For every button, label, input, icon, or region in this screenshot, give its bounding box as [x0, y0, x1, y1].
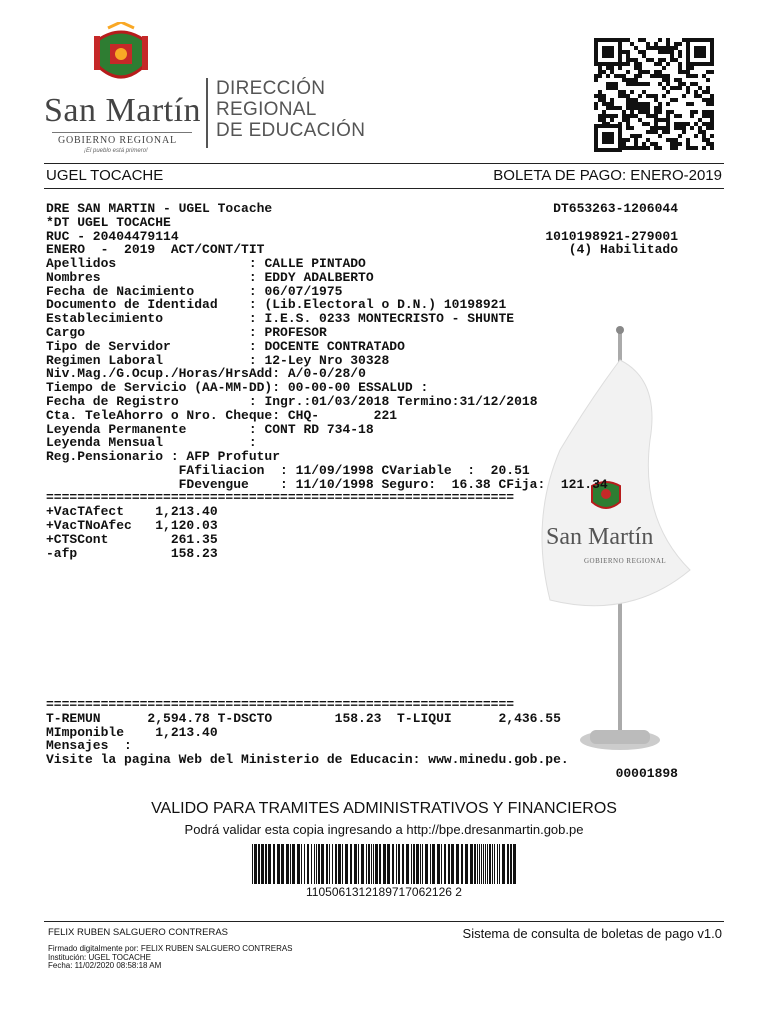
field-label: Fecha de Nacimiento: [46, 283, 249, 299]
flag-brand-name: San Martín: [546, 524, 654, 550]
field-row: [46, 326, 538, 340]
field-row: [46, 298, 538, 312]
slip-line: DRE SAN MARTIN - UGEL Tocache: [46, 201, 273, 216]
boleta-label: BOLETA DE PAGO: ENERO-2019: [493, 167, 722, 184]
brand-name: San Martín: [44, 92, 202, 129]
field-row: [46, 395, 538, 409]
field-row: [46, 354, 538, 368]
ugel-label: UGEL TOCACHE: [46, 167, 164, 184]
field-row: [46, 271, 538, 285]
footer-divider: [44, 921, 724, 922]
field-row: [46, 257, 538, 271]
field-value: : CHQ- 221: [272, 407, 398, 423]
field-value: : DOCENTE CONTRATADO: [248, 338, 405, 354]
field-label: Cargo: [46, 324, 249, 340]
direction-line: DE EDUCACIÓN: [216, 120, 366, 141]
field-row: [46, 367, 538, 381]
slip-line: RUC - 20404479114: [46, 228, 179, 244]
field-label: Leyenda Mensual: [46, 435, 249, 451]
field-value: : 12-Ley Nro 30328: [248, 352, 390, 368]
field-label: Tipo de Servidor: [46, 338, 249, 354]
field-label: Niv.Mag./G.Ocup./Horas/HrsAdd: [46, 366, 273, 382]
field-value: : CALLE PINTADO: [248, 256, 366, 271]
direction-title: [206, 78, 416, 148]
direction-line: DIRECCIÓN: [216, 78, 326, 99]
concept-row: +VacTAfect 1,213.40: [46, 504, 218, 520]
header-divider-bottom: [44, 188, 724, 189]
regional-seal-logo: [88, 22, 154, 90]
slip-code: DT653263-1206044: [553, 201, 678, 216]
devengue-line: FDevengue : 11/10/1998 Seguro: 16.38 CFija: 121.34: [46, 476, 608, 492]
field-label: Establecimiento: [46, 311, 249, 327]
field-label: Tiempo de Servicio (AA-MM-DD): [46, 380, 273, 396]
field-label: Documento de Identidad: [46, 297, 249, 313]
afiliacion-line: FAfiliacion : 11/09/1998 CVariable : 20.51: [46, 462, 530, 478]
validation-title: VALIDO PARA TRAMITES ADMINISTRATIVOS Y FINANCIEROS: [151, 800, 617, 817]
visit-line: Visite la pagina Web del Ministerio de Educacin: www.minedu.gob.pe.: [46, 752, 569, 768]
barcode-number: 1105061312189717062126 2: [306, 885, 462, 899]
doc-number: 00001898: [615, 766, 678, 781]
field-row: [46, 312, 538, 326]
brand-tagline: ¡El pueblo está primero!: [84, 148, 148, 154]
separator: ============================================================: [46, 697, 515, 712]
brand-subtitle: GOBIERNO REGIONAL: [58, 135, 177, 146]
totals-line: T-REMUN 2,594.78 T-DSCTO 158.23 T-LIQUI 2,436.55: [46, 710, 561, 726]
pension-block: [46, 450, 608, 560]
signature-line: Firmado digitalmente por: FELIX RUBEN SALGUERO CONTRERAS: [48, 944, 293, 953]
field-value: : (Lib.Electoral o D.N.) 10198921: [248, 297, 507, 313]
signer-name: FELIX RUBEN SALGUERO CONTRERAS: [48, 927, 229, 938]
signature-line: Fecha: 11/02/2020 08:58:18 AM: [48, 961, 162, 970]
slip-account: 1010198921-279001: [545, 228, 678, 244]
field-value: : EDDY ADALBERTO: [248, 269, 374, 285]
concept-row: +CTSCont 261.35: [46, 531, 218, 547]
field-value: : 00-00-00 ESSALUD :: [272, 380, 429, 396]
field-label: Apellidos: [46, 256, 249, 271]
field-value: : I.E.S. 0233 MONTECRISTO - SHUNTE: [248, 311, 515, 327]
system-label: Sistema de consulta de boletas de pago v1.0: [462, 926, 722, 941]
field-label: Regimen Laboral: [46, 352, 249, 368]
field-value: : 06/07/1975: [248, 283, 343, 299]
concept-row: +VacTNoAfec 1,120.03: [46, 517, 218, 533]
slip-status: (4) Habilitado: [568, 242, 678, 258]
concept-row: -afp 158.23: [46, 545, 218, 561]
separator: ============================================================: [46, 490, 515, 506]
field-label: Cta. TeleAhorro o Nro. Cheque: [46, 407, 273, 423]
field-label: Nombres: [46, 269, 249, 285]
field-value: : PROFESOR: [248, 324, 327, 340]
mensajes-line: Mensajes :: [46, 738, 132, 754]
barcode-icon: [252, 844, 516, 884]
field-value: : Ingr.:01/03/2018 Termino:31/12/2018: [248, 393, 538, 409]
flag-brand-subtitle: GOBIERNO REGIONAL: [584, 557, 667, 565]
field-value: : CONT RD 734-18: [248, 421, 374, 437]
field-row: [46, 409, 538, 423]
field-label: Leyenda Permanente: [46, 421, 249, 437]
header-divider: [44, 163, 724, 164]
field-row: [46, 423, 538, 437]
field-label: Fecha de Registro: [46, 393, 249, 409]
slip-line: *DT UGEL TOCACHE: [46, 214, 171, 230]
validation-subtitle: Podrá validar esta copia ingresando a http://bpe.dresanmartin.gob.pe: [184, 822, 584, 837]
digital-signature: [48, 945, 293, 971]
pension-line: Reg.Pensionario : AFP Profutur: [46, 449, 281, 464]
totals-block: [46, 698, 569, 767]
qr-code-icon: [594, 38, 714, 152]
field-value: :: [248, 435, 257, 451]
brand-divider: [52, 132, 192, 133]
imponible-line: MImponible 1,213.40: [46, 724, 218, 740]
slip-line: ENERO - 2019 ACT/CONT/TIT: [46, 242, 265, 258]
field-row: [46, 340, 538, 354]
slip-top: [46, 202, 678, 258]
direction-line: REGIONAL: [216, 99, 317, 120]
field-row: [46, 381, 538, 395]
slip-fields: [46, 257, 538, 450]
field-value: : A/0-0/28/0: [272, 366, 366, 382]
field-row: [46, 285, 538, 299]
signature-line: Institución: UGEL TOCACHE: [48, 952, 151, 962]
